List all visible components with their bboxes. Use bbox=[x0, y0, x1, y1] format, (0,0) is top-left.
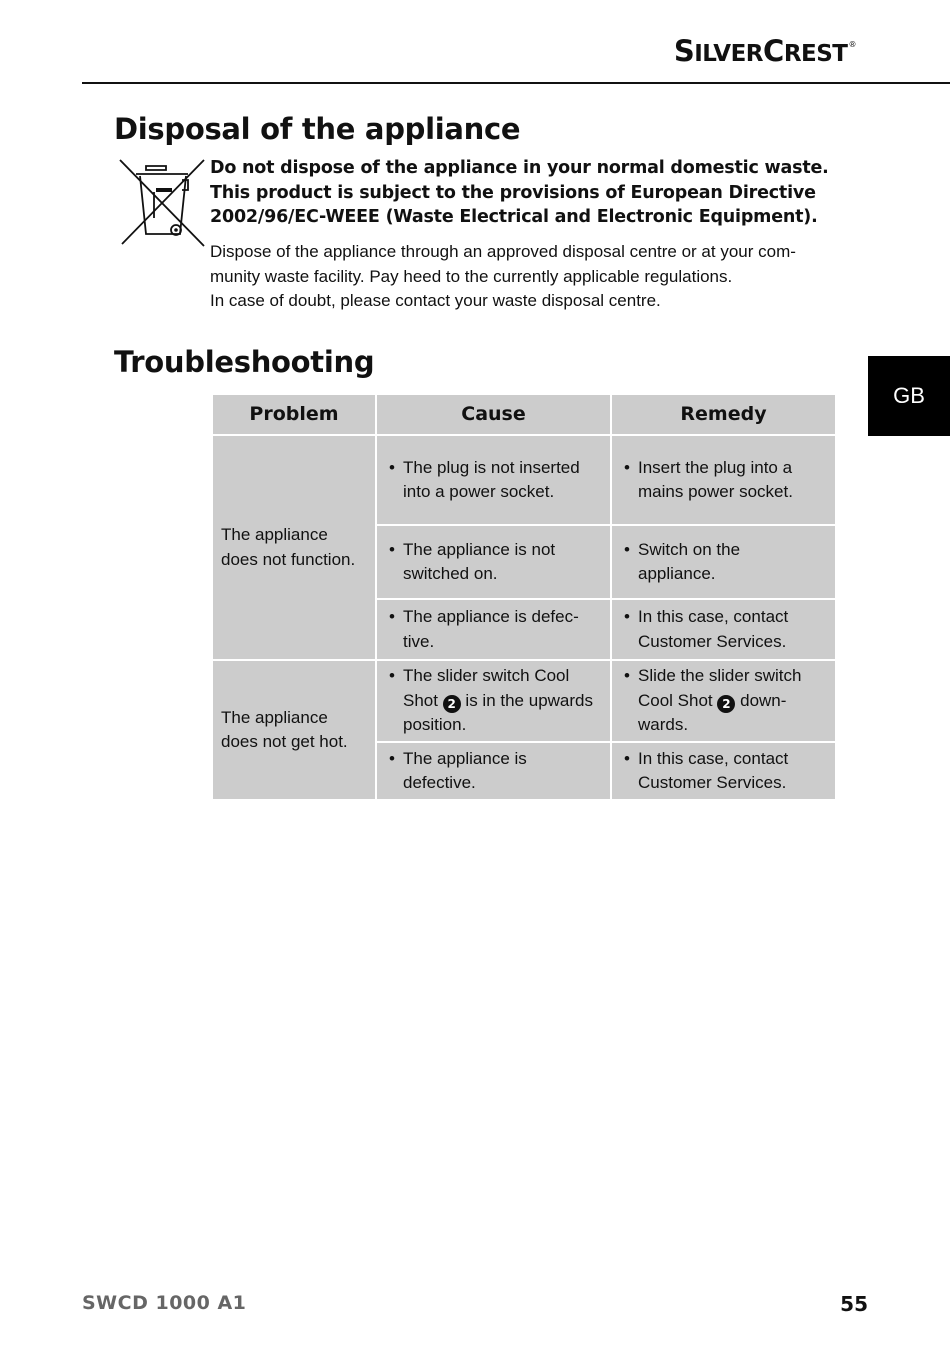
column-header-problem: Problem bbox=[212, 394, 376, 435]
crossed-out-wheelie-bin-icon bbox=[118, 158, 206, 248]
remedy-cell: • Slide the slider switch Cool Shot 2 down- wards. bbox=[611, 660, 836, 742]
table-header-row bbox=[212, 394, 836, 435]
header-rule bbox=[82, 82, 950, 84]
cause-cell: • The plug is not inserted into a power socket. bbox=[376, 435, 611, 525]
brand-logo: SILVERCREST® bbox=[673, 34, 856, 68]
table-row bbox=[212, 660, 836, 742]
component-ref-2-icon: 2 bbox=[717, 695, 735, 713]
troubleshooting-table bbox=[211, 393, 837, 801]
remedy-cell: • Switch on the appliance. bbox=[611, 525, 836, 599]
column-header-cause: Cause bbox=[376, 394, 611, 435]
problem-cell: The appliance does not get hot. bbox=[212, 660, 376, 800]
warning-line: 2002/96/EC-WEEE (Waste Electrical and Electronic Equipment). bbox=[210, 207, 818, 227]
disposal-instructions bbox=[210, 240, 850, 314]
language-tab: GB bbox=[868, 356, 950, 436]
cause-cell: • The appliance is not switched on. bbox=[376, 525, 611, 599]
disposal-warning bbox=[210, 156, 850, 230]
disposal-heading: Disposal of the appliance bbox=[114, 112, 521, 146]
cause-cell: • The appliance is defective. bbox=[376, 742, 611, 800]
component-ref-2-icon: 2 bbox=[443, 695, 461, 713]
remedy-cell: • In this case, contact Customer Services. bbox=[611, 599, 836, 660]
page-number: 55 bbox=[840, 1292, 868, 1316]
remedy-cell: • In this case, contact Customer Services. bbox=[611, 742, 836, 800]
instruction-line: In case of doubt, please contact your waste disposal centre. bbox=[210, 291, 661, 310]
table-row bbox=[212, 435, 836, 525]
column-header-remedy: Remedy bbox=[611, 394, 836, 435]
cause-cell: • The appliance is defec- tive. bbox=[376, 599, 611, 660]
troubleshooting-heading: Troubleshooting bbox=[114, 345, 375, 379]
instruction-line: Dispose of the appliance through an approved disposal centre or at your com- bbox=[210, 242, 796, 261]
footer-model-number: SWCD 1000 A1 bbox=[82, 1292, 247, 1314]
problem-cell: The appliance does not function. bbox=[212, 435, 376, 660]
remedy-cell: • Insert the plug into a mains power socket. bbox=[611, 435, 836, 525]
warning-line: This product is subject to the provisions of European Directive bbox=[210, 182, 816, 203]
warning-line: Do not dispose of the appliance in your normal domestic waste. bbox=[210, 158, 829, 178]
instruction-line: munity waste facility. Pay heed to the currently applicable regulations. bbox=[210, 266, 733, 286]
cause-cell: • The slider switch Cool Shot 2 is in the upwards position. bbox=[376, 660, 611, 742]
